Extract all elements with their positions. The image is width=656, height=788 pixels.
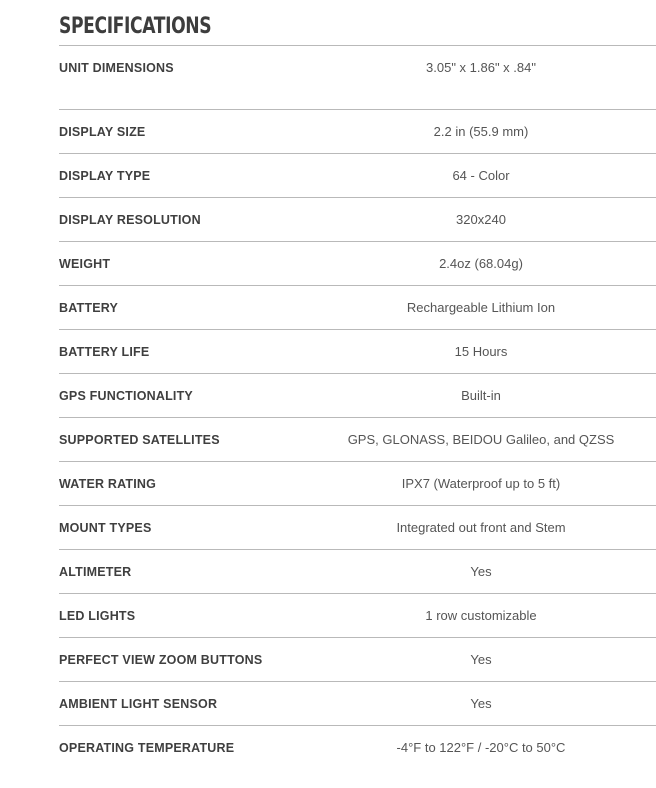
spec-value: GPS, GLONASS, BEIDOU Galileo, and QZSS (347, 432, 615, 447)
spec-row-mount-types (59, 505, 656, 549)
spec-row-supported-satellites (59, 417, 656, 461)
spec-value: 320x240 (456, 212, 506, 227)
spec-value: Yes (470, 564, 492, 579)
spec-row-gps-functionality (59, 373, 656, 417)
spec-row-battery (59, 285, 656, 329)
spec-row-perfect-view-zoom-buttons (59, 637, 656, 681)
spec-value: 64 - Color (452, 168, 510, 183)
section-title: SPECIFICATIONS (59, 14, 212, 39)
spec-value: 2.4oz (68.04g) (439, 256, 523, 271)
spec-label: ALTIMETER (59, 565, 132, 579)
specifications-table (59, 45, 656, 769)
spec-value: Yes (470, 696, 492, 711)
spec-row-operating-temperature (59, 725, 656, 769)
spec-value: Rechargeable Lithium Ion (406, 300, 556, 315)
spec-row-display-size (59, 109, 656, 153)
spec-label: AMBIENT LIGHT SENSOR (59, 697, 218, 711)
spec-row-display-resolution (59, 197, 656, 241)
spec-label: WATER RATING (59, 477, 157, 491)
spec-row-altimeter (59, 549, 656, 593)
spec-value: 3.05" x 1.86" x .84" (426, 60, 536, 75)
spec-label: DISPLAY TYPE (59, 169, 151, 183)
spec-value: Integrated out front and Stem (396, 520, 566, 535)
spec-value: -4°F to 122°F / -20°C to 50°C (396, 740, 566, 755)
spec-row-battery-life (59, 329, 656, 373)
spec-label: MOUNT TYPES (59, 521, 152, 535)
spec-value: 15 Hours (454, 344, 508, 359)
spec-label: SUPPORTED SATELLITES (59, 433, 220, 447)
spec-row-ambient-light-sensor (59, 681, 656, 725)
spec-row-water-rating (59, 461, 656, 505)
spec-label: BATTERY LIFE (59, 345, 150, 359)
spec-value: 1 row customizable (425, 608, 537, 623)
spec-label: WEIGHT (59, 257, 111, 271)
spec-value: Yes (470, 652, 492, 667)
spec-label: DISPLAY RESOLUTION (59, 213, 201, 227)
spec-label: BATTERY (59, 301, 119, 315)
spec-label: GPS FUNCTIONALITY (59, 389, 193, 403)
spec-label: LED LIGHTS (59, 609, 136, 623)
spec-label: UNIT DIMENSIONS (59, 61, 174, 75)
spec-label: OPERATING TEMPERATURE (59, 741, 235, 755)
spec-row-led-lights (59, 593, 656, 637)
spec-label: PERFECT VIEW ZOOM BUTTONS (59, 653, 263, 667)
spec-value: 2.2 in (55.9 mm) (433, 124, 529, 139)
spec-value: Built-in (461, 388, 501, 403)
spec-value: IPX7 (Waterproof up to 5 ft) (401, 476, 561, 491)
spec-row-weight (59, 241, 656, 285)
spec-row-unit-dimensions (59, 45, 656, 109)
spec-label: DISPLAY SIZE (59, 125, 146, 139)
spec-row-display-type (59, 153, 656, 197)
